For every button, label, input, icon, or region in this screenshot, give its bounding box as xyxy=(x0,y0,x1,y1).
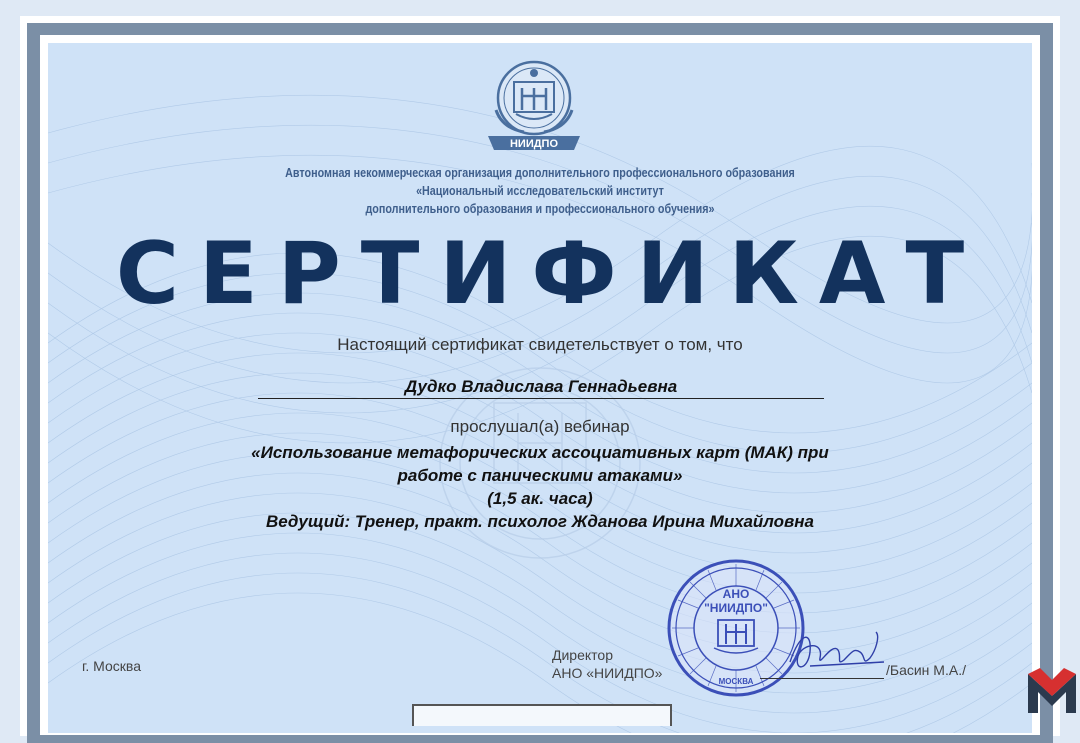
course-hours: (1,5 ак. часа) xyxy=(487,489,593,508)
stamp-bottom-text: МОСКВА xyxy=(718,677,754,686)
director-title-line-2: АНО «НИИДПО» xyxy=(552,665,663,681)
organization-line-1: Автономная некоммерческая организация дополнительного профессионального образования xyxy=(285,166,795,180)
recipient-name: Дудко Владислава Геннадьевна xyxy=(258,377,824,399)
director-title xyxy=(552,646,662,682)
organization-line-3: дополнительного образования и профессионального обучения» xyxy=(365,202,715,216)
logo-text: НИИДПО xyxy=(509,138,559,150)
course-lecturer: Ведущий: Тренер, практ. психолог Жданова Ирина Михайловна xyxy=(265,512,815,531)
director-signature xyxy=(780,622,890,680)
attended-text: прослушал(а) вебинар xyxy=(450,417,630,436)
bottom-panel xyxy=(412,704,672,726)
course-details xyxy=(0,441,1080,533)
director-title-line-1: Директор xyxy=(552,647,613,663)
stamp-top-text: АНО xyxy=(722,587,750,601)
certificate-title: СЕРТИФИКАТ xyxy=(115,224,985,324)
m-logo-icon xyxy=(1026,666,1078,715)
institute-logo-icon xyxy=(482,58,582,156)
certifies-text: Настоящий сертификат свидетельствует о том, что xyxy=(337,335,743,354)
director-name: /Басин М.А./ xyxy=(886,662,966,678)
course-title-line-2: работе с паническими атаками» xyxy=(397,466,683,485)
stamp-name: "НИИДПО" xyxy=(704,601,768,615)
organization-line-2: «Национальный исследовательский институт xyxy=(416,184,664,198)
organization-name xyxy=(76,164,1005,218)
course-title-line-1: «Использование метафорических ассоциативных карт (МАК) при xyxy=(251,443,829,462)
city-label: г. Москва xyxy=(82,658,141,674)
